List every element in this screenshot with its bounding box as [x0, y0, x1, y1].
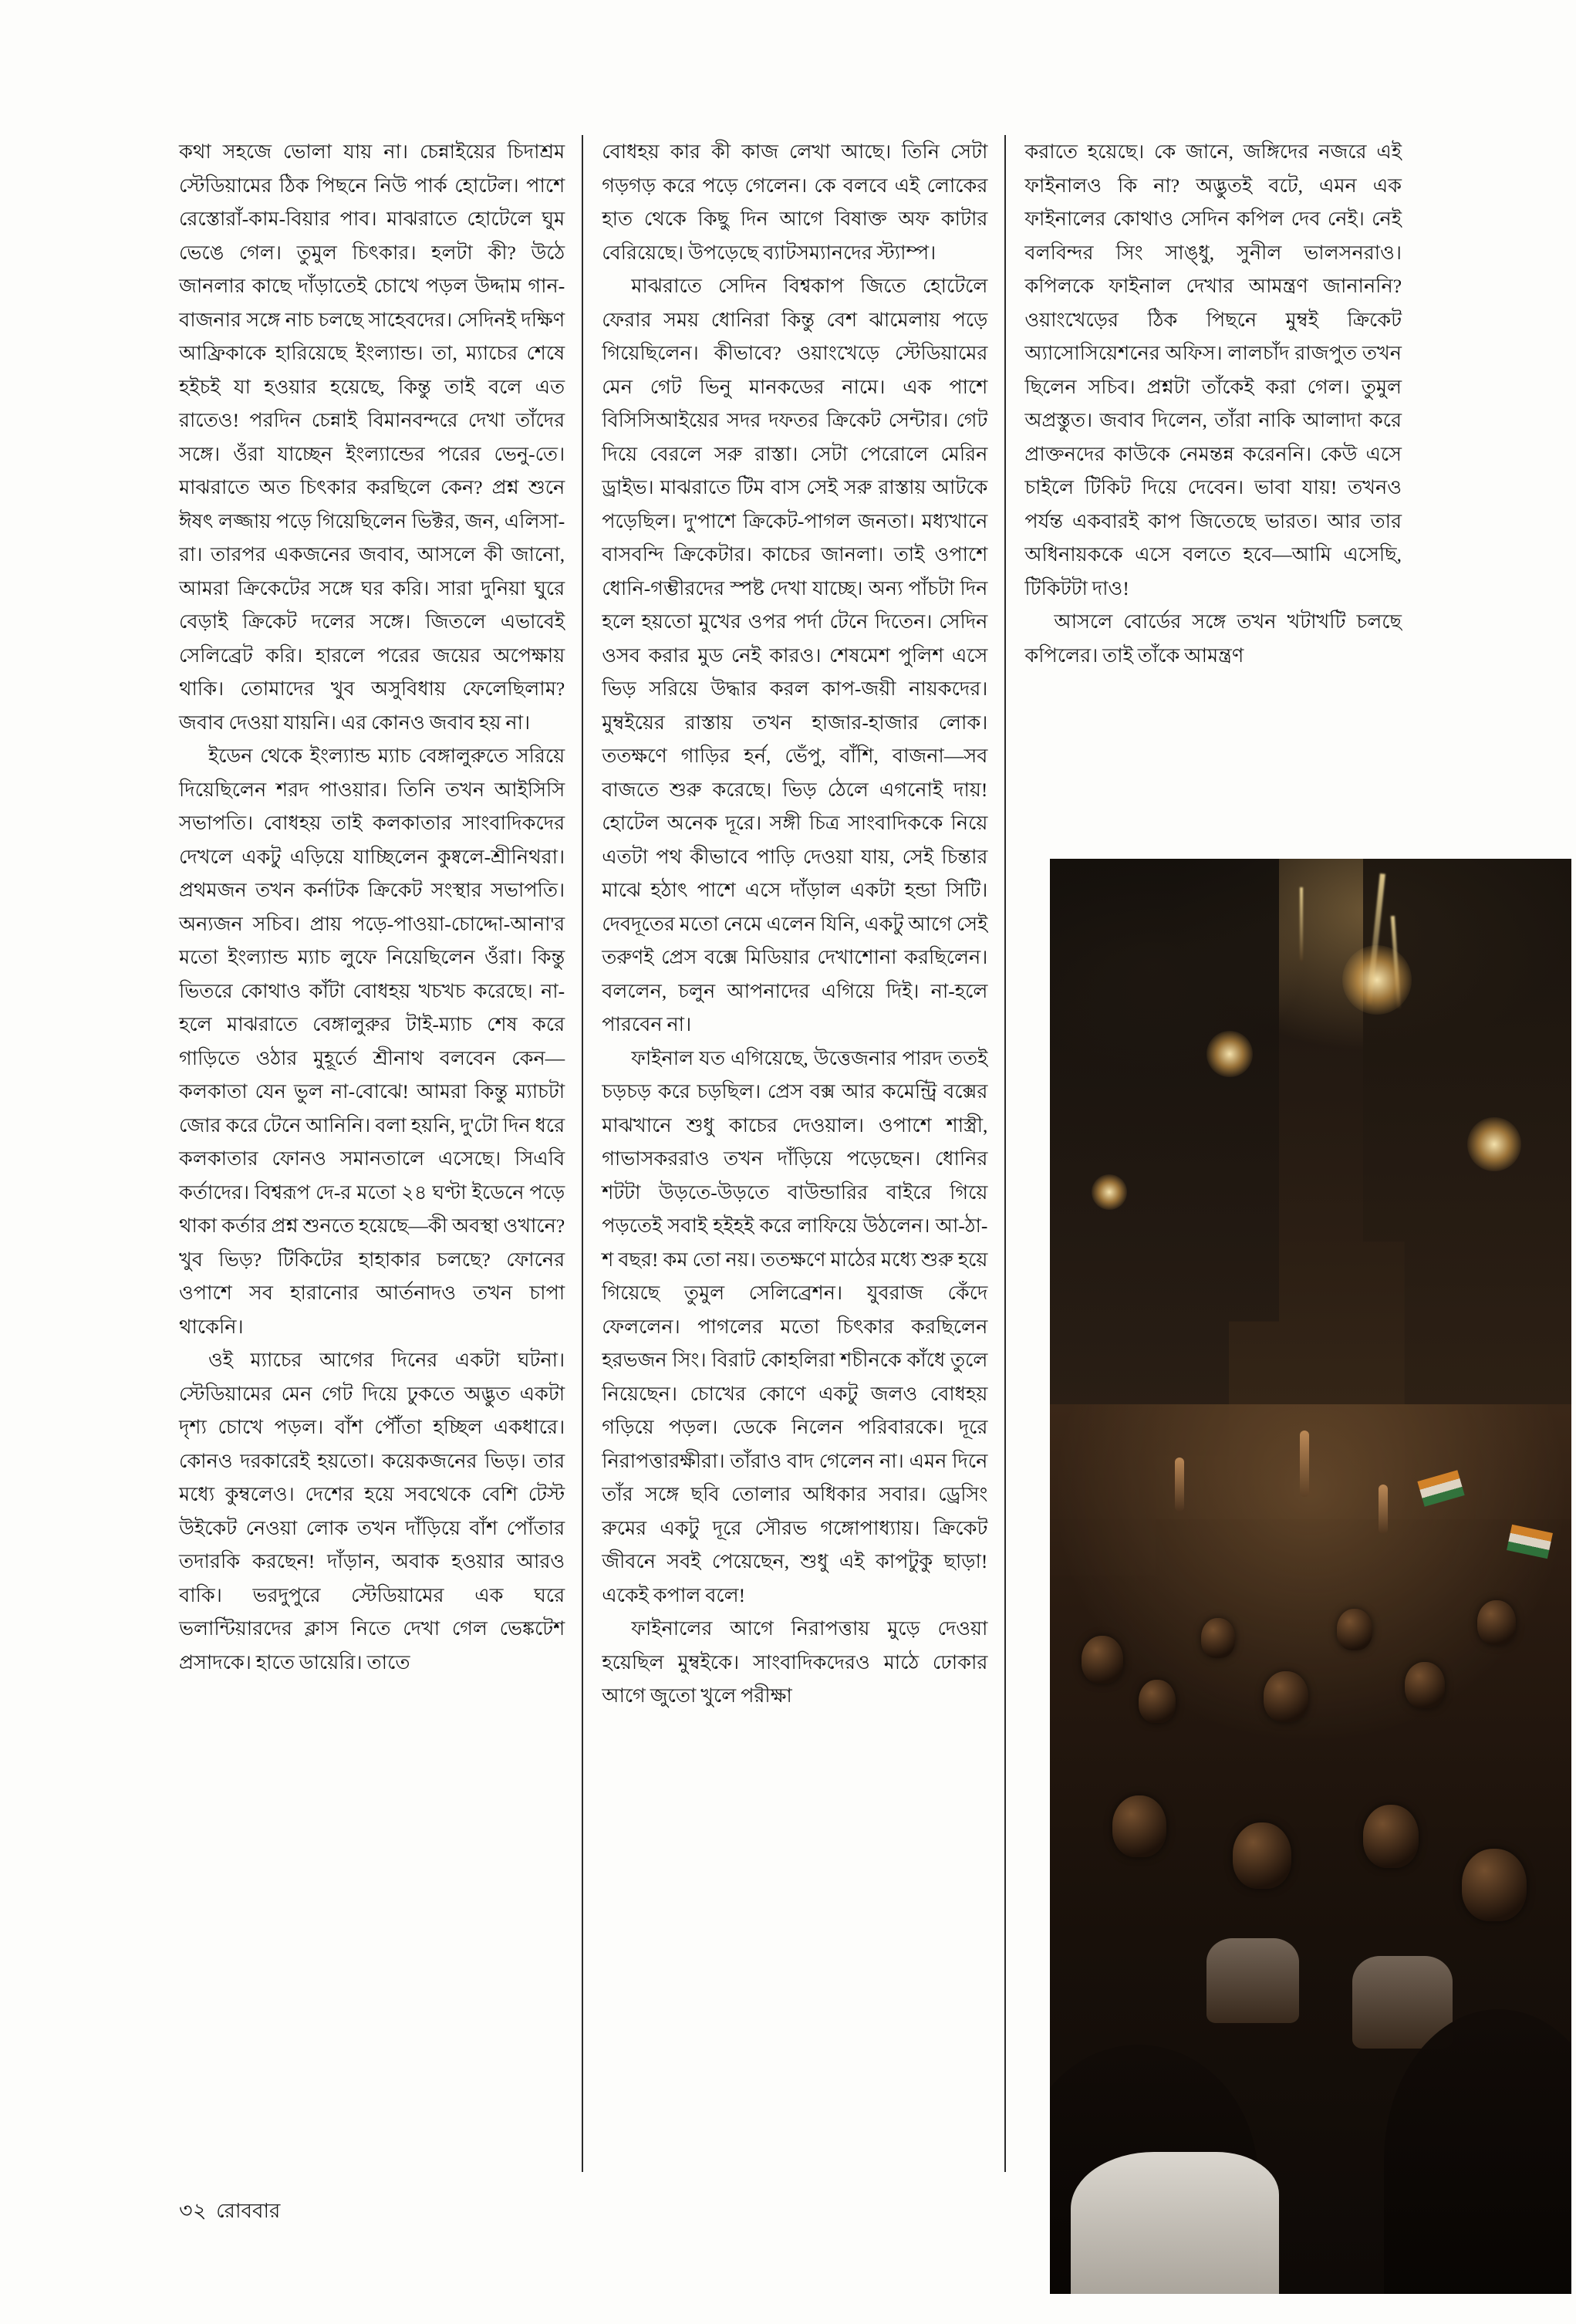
- street-light-icon: [1206, 1031, 1253, 1077]
- foreground-white-shirt: [1071, 2152, 1279, 2295]
- page-footer: [179, 2195, 280, 2230]
- person-head: [1264, 1671, 1308, 1722]
- paragraph: করাতে হয়েছে। কে জানে, জঙ্গিদের নজরে এই ফাইনালও কি না? অদ্ভুতই বটে, এমন এক ফাইনালের কোথাও সেদিন কপিল দেব নেই। নেই বলবিন্দর সিং সাঙ্ধু, সুনীল ভালসনরাও। কপিলকে ফাইনাল দেখার আমন্ত্রণ জানাননি? ওয়াংখেড়ের ঠিক পিছনে মুম্বই ক্রিকেট অ্যাসোসিয়েশনের অফিস। লালচাঁদ রাজপুত তখন ছিলেন সচিব। প্রশ্নটা তাঁকেই করা গেল। তুমুল অপ্রস্তুত। জবাব দিলেন, তাঁরা নাকি আলাদা করে প্রাক্তনদের কাউকে নেমন্তন্ন করেননি। কেউ এসে চাইলে টিকিট দিয়ে দেবেন। ভাবা যায়! তখনও পর্যন্ত একবারই কাপ জিতেছে ভারত। আর তার অধিনায়ককে এসে বলতে হবে—আমি এসেছি, টিকিটটা দাও!: [1024, 140, 1402, 600]
- street-light-icon: [1467, 1117, 1521, 1171]
- photo-content: [1050, 859, 1571, 2294]
- indian-flag-icon: [1417, 1470, 1464, 1507]
- person-head: [1233, 1822, 1291, 1889]
- person-head: [1112, 1795, 1166, 1857]
- street-light-icon: [1092, 1174, 1127, 1210]
- paragraph: কথা সহজে ভোলা যায় না। চেন্নাইয়ের চিদাশ্রম স্টেডিয়ামের ঠিক পিছনে নিউ পার্ক হোটেল। পাশে রেস্তোরাঁ-কাম-বিয়ার পাব। মাঝরাতে হোটেলে ঘুম ভেঙে গেল। তুমুল চিৎকার। হলটা কী? উঠে জানলার কাছে দাঁড়াতেই চোখে পড়ল উদ্দাম গান-বাজনার সঙ্গে নাচ চলছে সাহেবদের। সেদিনই দক্ষিণ আফ্রিকাকে হারিয়েছে ইংল্যান্ড। তা, ম্যাচের শেষে হইচই যা হওয়ার হয়েছে, কিন্তু তাই বলে এত রাতেও! পরদিন চেন্নাই বিমানবন্দরে দেখা তাঁদের সঙ্গে। ওঁরা যাচ্ছেন ইংল্যান্ডের পরের ভেনু-তে। মাঝরাতে অত চিৎকার করছিলে কেন? প্রশ্ন শুনে ঈষৎ লজ্জায় পড়ে গিয়েছিলেন ভিক্টর, জন, এলিসা-রা। তারপর একজনের জবাব, আসলে কী জানো, আমরা ক্রিকেটের সঙ্গে ঘর করি। সারা দুনিয়া ঘুরে বেড়াই ক্রিকেট দলের সঙ্গে। জিতলে এভাবেই সেলিব্রেট করি। হারলে পরের জয়ের অপেক্ষায় থাকি। তোমাদের খুব অসুবিধায় ফেলেছিলাম? জবাব দেওয়া যায়নি। এর কোনও জবাব হয় না।: [179, 140, 565, 734]
- magazine-name: রোববার: [216, 2200, 281, 2222]
- text-column-1: [179, 135, 565, 2172]
- person-head: [1082, 1636, 1123, 1684]
- raised-hand: [1379, 1485, 1388, 1534]
- page-number: ৩২: [179, 2199, 208, 2222]
- person-torso: [1206, 1938, 1299, 2023]
- paragraph: ফাইনাল যত এগিয়েছে, উত্তেজনার পারদ ততই চড়চড় করে চড়ছিল। প্রেস বক্স আর কমেন্ট্রি বক্সের মাঝখানে শুধু কাচের দেওয়াল। ওপাশে শাস্ত্রী, গাভাসকররাও তখন দাঁড়িয়ে পড়েছেন। ধোনির শটটা উড়তে-উড়তে বাউন্ডারির বাইরে গিয়ে পড়তেই সবাই হইহই করে লাফিয়ে উঠলেন। আ-ঠা-শ বছর! কম তো নয়। ততক্ষণে মাঠের মধ্যে শুরু হয়ে গিয়েছে তুমুল সেলিব্রেশন। যুবরাজ কেঁদে ফেললেন। পাগলের মতো চিৎকার করছিলেন হরভজন সিং। বিরাট কোহলিরা শচীনকে কাঁধে তুলে নিয়েছেন। চোখের কোণে একটু জলও বোধহয় গড়িয়ে পড়ল। ডেকে নিলেন পরিবারকে। দূরে নিরাপত্তারক্ষীরা। তাঁরাও বাদ গেলেন না। এমন দিনে তাঁর সঙ্গে ছবি তোলার অধিকার সবার। ড্রেসিং রুমের একটু দূরে সৌরভ গঙ্গোপাধ্যায়। ক্রিকেট জীবনে সবই পেয়েছেন, শুধু এই কাপটুকু ছাড়া! একেই কপাল বলে!: [602, 1046, 988, 1606]
- raised-hand: [1300, 1431, 1309, 1497]
- person-head: [1405, 1662, 1445, 1708]
- indian-flag-icon: [1507, 1525, 1553, 1559]
- person-head: [1363, 1805, 1419, 1868]
- person-head: [1139, 1680, 1176, 1723]
- person-head: [1462, 1849, 1527, 1921]
- text-column-2: [582, 135, 987, 2172]
- paragraph: ইডেন থেকে ইংল্যান্ড ম্যাচ বেঙ্গালুরুতে সরিয়ে দিয়েছিলেন শরদ পাওয়ার। তিনি তখন আইসিসি সভাপতি। বোধহয় তাই কলকাতার সাংবাদিকদের দেখলে একটু এড়িয়ে যাচ্ছিলেন কুষ্বলে-শ্রীনিথরা। প্রথমজন তখন কর্নাটক ক্রিকেট সংস্থার সভাপতি। অন্যজন সচিব। প্রায় পড়ে-পাওয়া-চোদ্দো-আনা'র মতো ইংল্যান্ড ম্যাচ লুফে নিয়েছিলেন ওঁরা। কিন্তু ভিতরে কোথাও কাঁটা বোধহয় খচখচ করেছে। না-হলে মাঝরাতে বেঙ্গালুরুর টাই-ম্যাচ শেষ করে গাড়িতে ওঠার মুহূর্তে শ্রীনাথ বলবেন কেন—কলকাতা যেন ভুল না-বোঝে! আমরা কিন্তু ম্যাচটা জোর করে টেনে আনিনি। বলা হয়নি, দু'টো দিন ধরে কলকাতার ফোনও সমানতালে এসেছে। সিএবি কর্তাদের। বিশ্বরূপ দে-র মতো ২৪ ঘণ্টা ইডেনে পড়ে থাকা কর্তার প্রশ্ন শুনতে হয়েছে—কী অবস্থা ওখানে? খুব ভিড়? টিকিটের হাহাকার চলছে? ফোনের ওপাশে সব হারানোর আর্তনাদও তখন চাপা থাকেনি।: [179, 745, 565, 1338]
- foreground-figure: [1384, 2009, 1571, 2294]
- raised-hand: [1175, 1458, 1184, 1512]
- crowd-heads: [1050, 1404, 1571, 2294]
- celebration-photo: [1050, 859, 1571, 2294]
- light-streak: [1300, 887, 1303, 961]
- paragraph: আসলে বোর্ডের সঙ্গে তখন খটাখটি চলছে কপিলের। তাই তাঁকে আমন্ত্রণ: [1024, 610, 1402, 667]
- paragraph: ওই ম্যাচের আগের দিনের একটা ঘটনা। স্টেডিয়ামের মেন গেট দিয়ে ঢুকতে অদ্ভুত একটা দৃশ্য চোখে পড়ল। বাঁশ পৌঁতা হচ্ছিল একধারে। কোনও দরকারেই হয়তো। কয়েকজনের ভিড়। তার মধ্যে কুম্বলেও। দেশের হয়ে সবথেকে বেশি টেস্ট উইকেট নেওয়া লোক তখন দাঁড়িয়ে বাঁশ পোঁতার তদারকি করছেন! দাঁড়ান, অবাক হওয়ার আরও বাকি। ভরদুপুরে স্টেডিয়ামের এক ঘরে ভলান্টিয়ারদের ক্লাস নিতে দেখা গেল ভেঙ্কটেশ প্রসাদকে। হাতে ডায়েরি। তাতে: [179, 1349, 565, 1674]
- paragraph: ফাইনালের আগে নিরাপত্তায় মুড়ে দেওয়া হয়েছিল মুম্বইকে। সাংবাদিকদেরও মাঠে ঢোকার আগে জুতো খুলে পরীক্ষা: [602, 1617, 988, 1707]
- paragraph: মাঝরাতে সেদিন বিশ্বকাপ জিতে হোটেলে ফেরার সময় ধোনিরা কিন্তু বেশ ঝামেলায় পড়ে গিয়েছিলেন। কীভাবে? ওয়াংখেড়ে স্টেডিয়ামের মেন গেট ভিনু মানকডের নামে। এক পাশে বিসিসিআইয়ের সদর দফতর ক্রিকেট সেন্টার। গেট দিয়ে বেরলে সরু রাস্তা। সেটা পেরোলে মেরিন ড্রাইভ। মাঝরাতে টিম বাস সেই সরু রাস্তায় আটকে পড়েছিল। দু'পাশে ক্রিকেট-পাগল জনতা। মধ্যখানে বাসবন্দি ক্রিকেটার। কাচের জানলা। তাই ওপাশে ধোনি-গম্ভীরদের স্পষ্ট দেখা যাচ্ছে। অন্য পাঁচটা দিন হলে হয়তো মুখের ওপর পর্দা টেনে দিতেন। সেদিন ওসব করার মুড নেই কারও। শেষমেশ পুলিশ এসে ভিড় সরিয়ে উদ্ধার করল কাপ-জয়ী নায়কদের। মুম্বইয়ের রাস্তায় তখন হাজার-হাজার লোক। ততক্ষণে গাড়ির হর্ন, ভেঁপু, বাঁশি, বাজনা—সব বাজতে শুরু করেছে। ভিড় ঠেলে এগনোই দায়! হোটেল অনেক দূরে। সঙ্গী চিত্র সাংবাদিককে নিয়ে এতটা পথ কীভাবে পাড়ি দেওয়া যায়, সেই চিন্তার মাঝে হঠাৎ পাশে এসে দাঁড়াল একটা হন্ডা সিটি। দেবদূতের মতো নেমে এলেন যিনি, একটু আগে সেই তরুণই প্রেস বক্সে মিডিয়ার দেখাশোনা করছিলেন। বললেন, চলুন আপনাদের এগিয়ে দিই। না-হলে পারবেন না।: [602, 275, 988, 1035]
- person-head: [1201, 1618, 1235, 1658]
- paragraph: বোধহয় কার কী কাজ লেখা আছে। তিনি সেটা গড়গড় করে পড়ে গেলেন। কে বলবে এই লোকের হাত থেকে কিছু দিন আগে বিষাক্ত অফ কাটার বেরিয়েছে। উপড়েছে ব্যাটসম্যানদের স্ট্যাম্প।: [602, 140, 988, 264]
- person-head: [1477, 1600, 1516, 1645]
- person-head: [1337, 1609, 1372, 1650]
